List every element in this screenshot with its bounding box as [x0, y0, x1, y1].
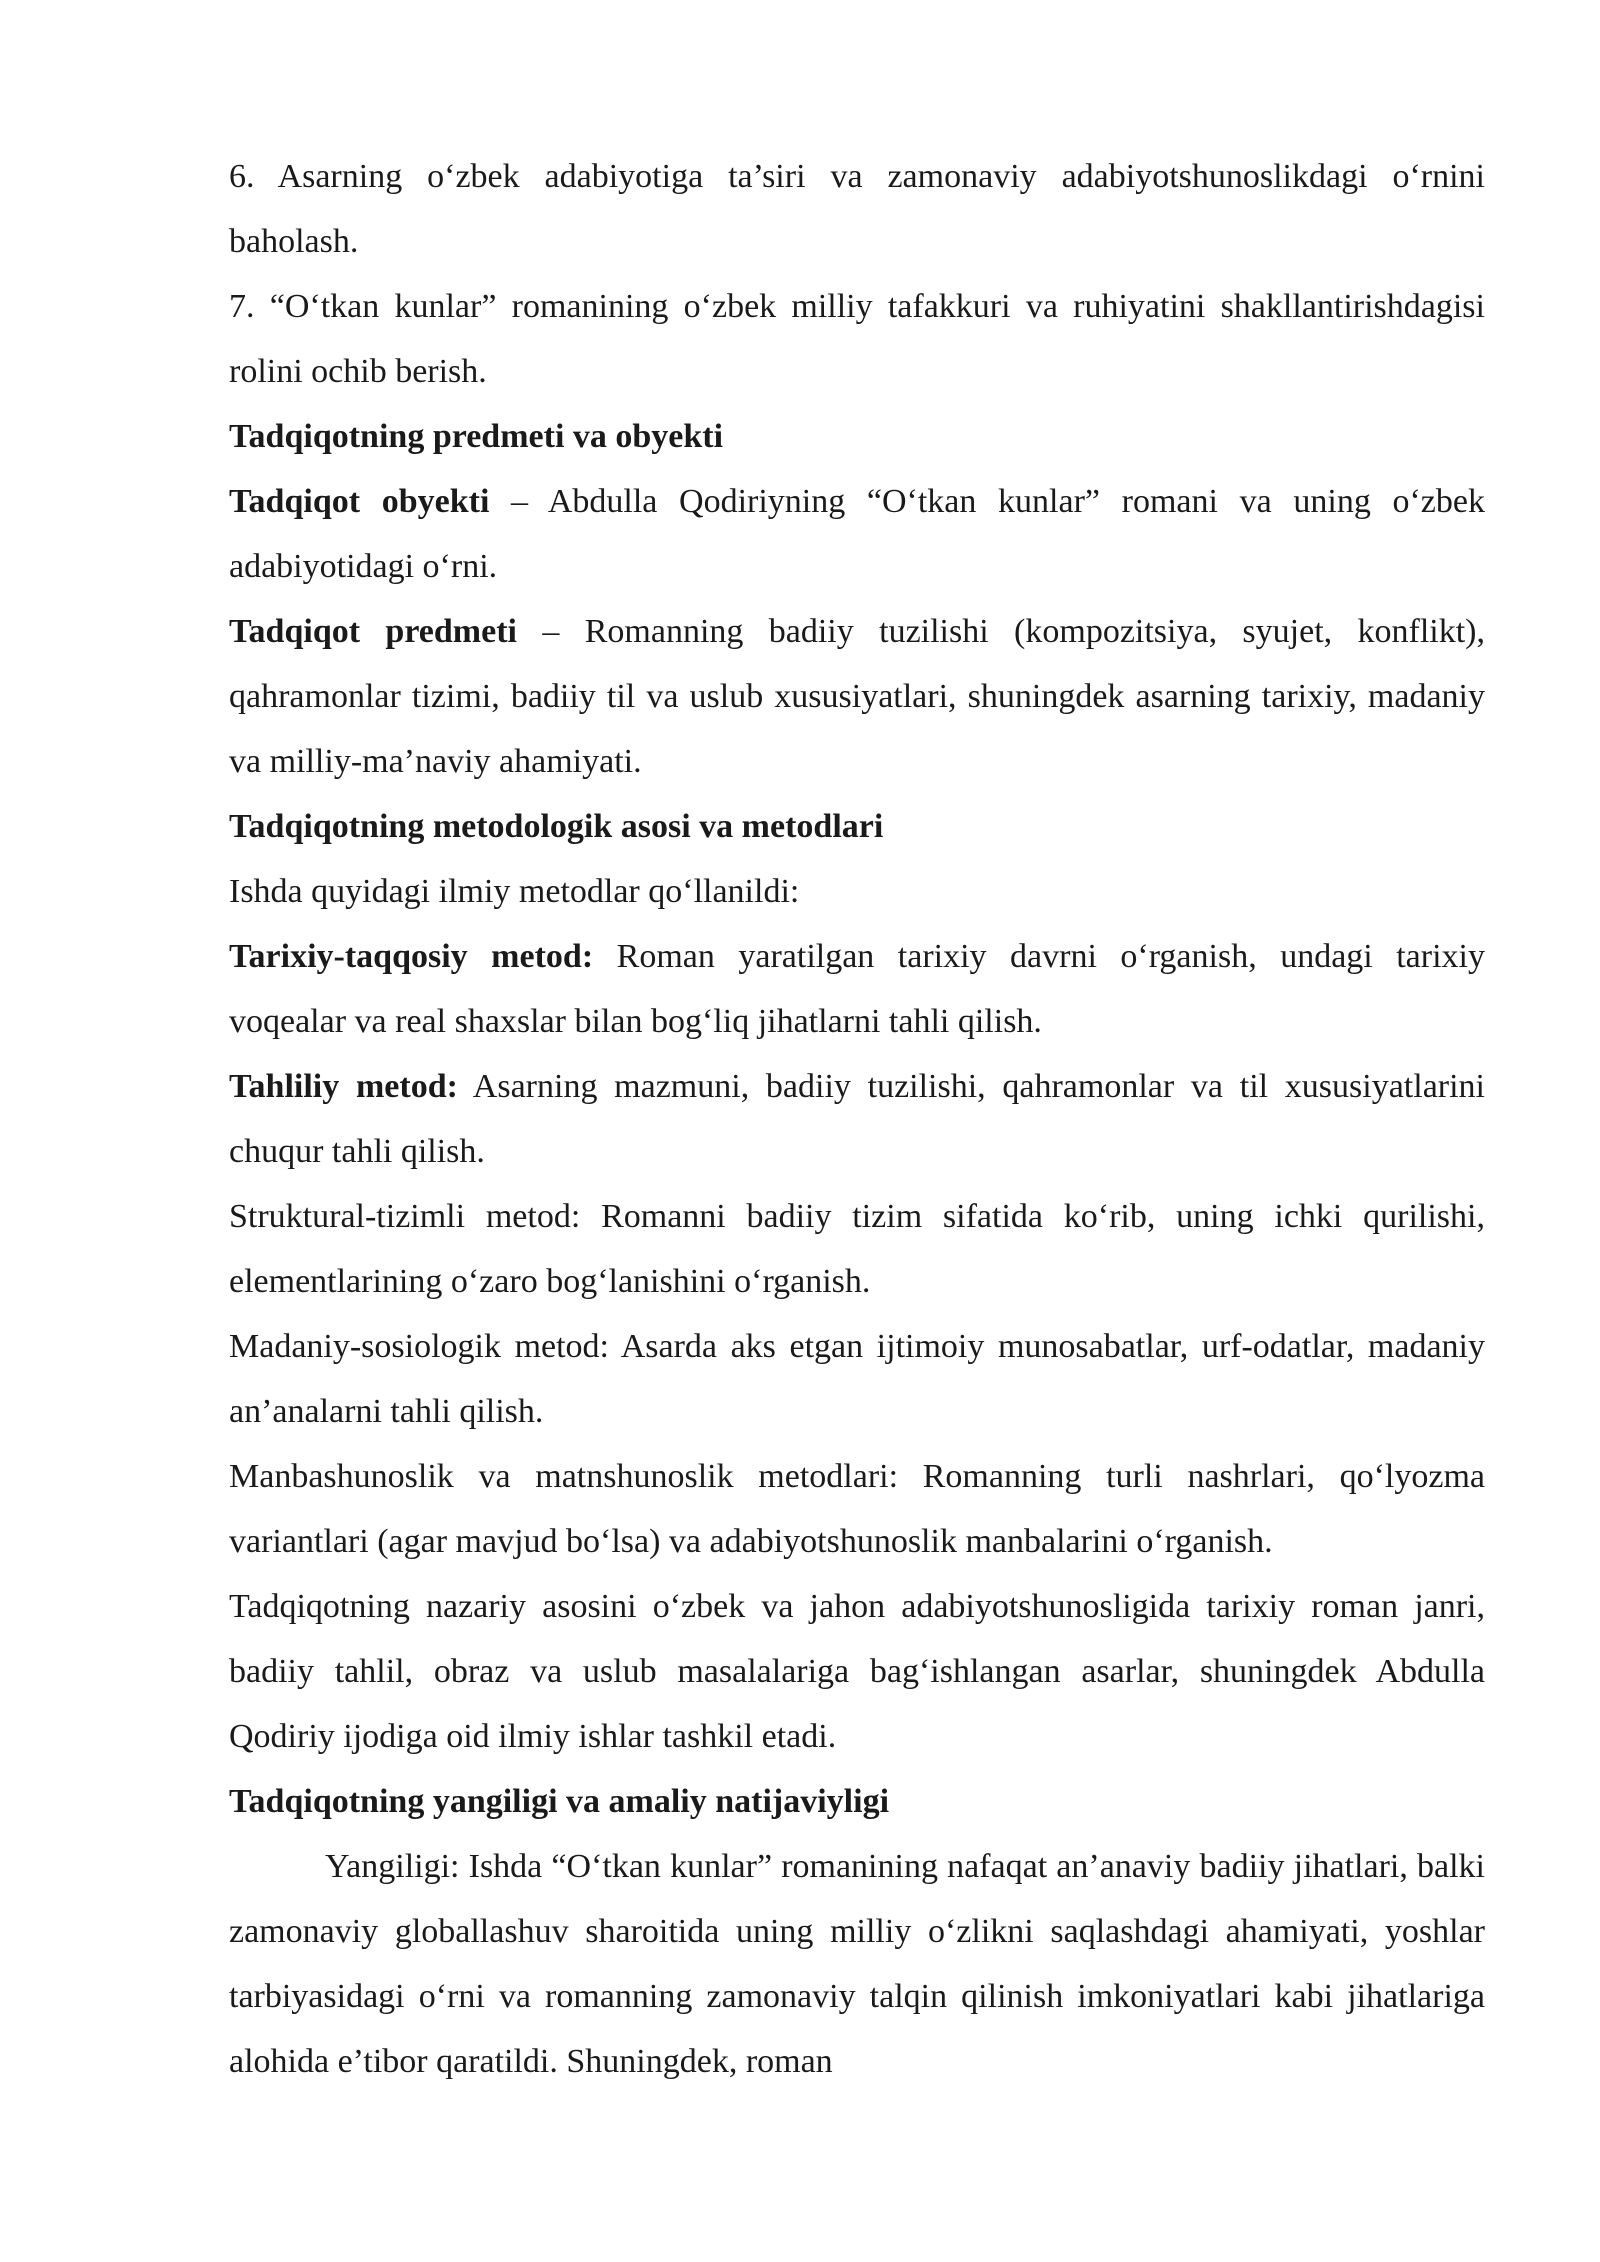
- paragraph-subject: [229, 599, 1485, 794]
- object-label: Tadqiqot obyekti: [229, 483, 490, 520]
- paragraph-analytical-method: [229, 1054, 1485, 1184]
- paragraph-novelty: Yangiligi: Ishda “O‘tkan kunlar” romanining nafaqat an’anaviy badiiy jihatlari, balki zamonaviy globallashuv sharoitida uning milliy o‘zlikni saqlashdagi ahamiyati, yoshlar tarbiyasidagi o‘rni va romanning zamonaviy talqin qilinish imkoniyatlari kabi jihatlariga alohida e’tibor qaratildi. Shuningdek, roman: [229, 1848, 1485, 2080]
- section-heading-subject: Tadqiqotning predmeti va obyekti: [229, 418, 724, 455]
- paragraph-historical-method: [229, 924, 1485, 1054]
- section-heading-novelty: Tadqiqotning yangiligi va amaliy natijaviyligi: [229, 1783, 890, 1820]
- paragraph-object: [229, 469, 1485, 599]
- analytical-method-text: Asarning mazmuni, badiiy tuzilishi, qahramonlar va til xususiyatlarini chuqur tahli qilish.: [229, 1068, 1486, 1170]
- list-item-7: 7. “O‘tkan kunlar” romanining o‘zbek milliy tafakkuri va ruhiyatini shakllantirishdagisi rolini ochib berish.: [229, 288, 1485, 390]
- historical-method-label: Tarixiy-taqqosiy metod:: [229, 938, 594, 975]
- paragraph-source-method: Manbashunoslik va matnshunoslik metodlari: Romanning turli nashrlari, qo‘lyozma variantlari (agar mavjud bo‘lsa) va adabiyotshunoslik manbalarini o‘rganish.: [229, 1458, 1485, 1560]
- paragraph-theory: Tadqiqotning nazariy asosini o‘zbek va jahon adabiyotshunosligida tarixiy roman janri, badiiy tahlil, obraz va uslub masalalariga bag‘ishlangan asarlar, shuningdek Abdulla Qodiriy ijodiga oid ilmiy ishlar tashkil etadi.: [229, 1588, 1485, 1755]
- paragraph-structural-method: Struktural-tizimli metod: Romanni badiiy tizim sifatida ko‘rib, uning ichki qurilishi, elementlarining o‘zaro bog‘lanishini o‘rganish.: [229, 1198, 1485, 1300]
- paragraph-cultural-method: Madaniy-sosiologik metod: Asarda aks etgan ijtimoiy munosabatlar, urf-odatlar, madaniy an’analarni tahli qilish.: [229, 1328, 1485, 1430]
- methods-intro: Ishda quyidagi ilmiy metodlar qo‘llanildi:: [229, 873, 800, 910]
- subject-label: Tadqiqot predmeti: [229, 613, 517, 650]
- historical-method-text: Roman yaratilgan tarixiy davrni o‘rganish, undagi tarixiy voqealar va real shaxslar bilan bog‘liq jihatlarni tahli qilish.: [229, 938, 1485, 1040]
- section-heading-methods: Tadqiqotning metodologik asosi va metodlari: [229, 808, 884, 845]
- subject-text: – Romanning badiiy tuzilishi (kompozitsiya, syujet, konflikt), qahramonlar tizimi, badiiy til va uslub xususiyatlari, shuningdek asarning tarixiy, madaniy va milliy-ma’naviy ahamiyati.: [229, 613, 1486, 780]
- document-page: [229, 144, 1485, 2094]
- list-item-6: 6. Asarning o‘zbek adabiyotiga ta’siri va zamonaviy adabiyotshunoslikdagi o‘rnini baholash.: [229, 158, 1485, 260]
- analytical-method-label: Tahliliy metod:: [229, 1068, 458, 1105]
- object-text: – Abdulla Qodiriyning “O‘tkan kunlar” romani va uning o‘zbek adabiyotidagi o‘rni.: [229, 483, 1485, 585]
